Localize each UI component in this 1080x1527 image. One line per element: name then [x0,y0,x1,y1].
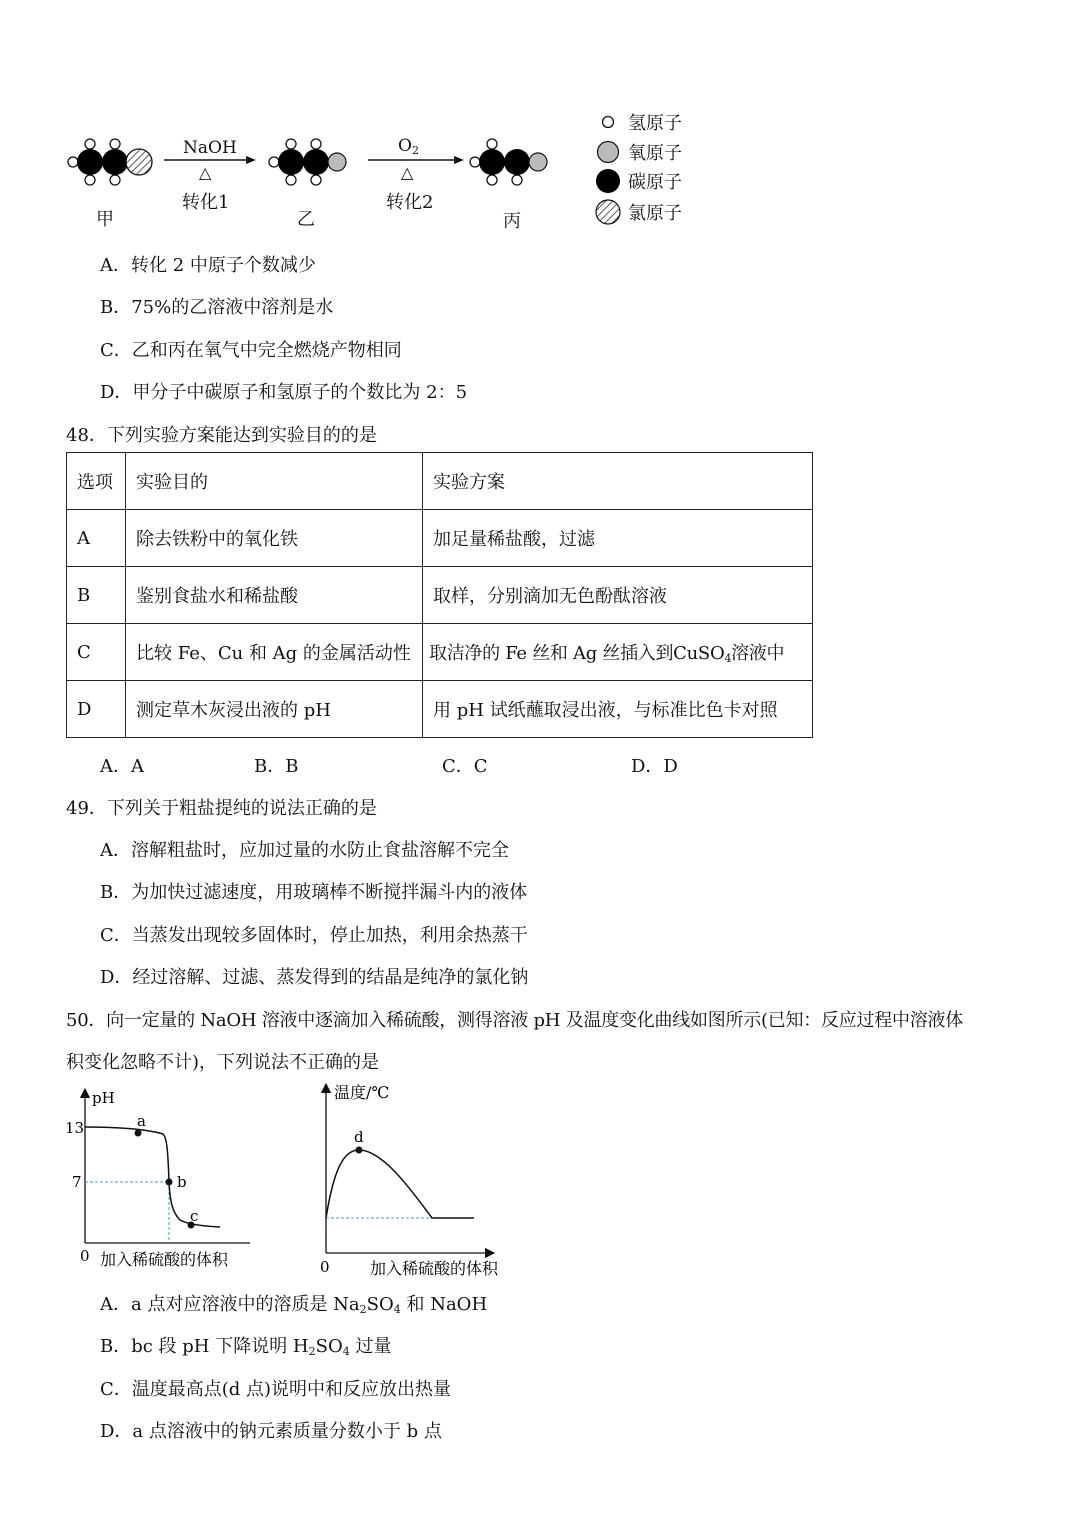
q47-option-a: A．转化 2 中原子个数减少 [100,255,316,276]
ph-tick-7: 7 [72,1173,82,1191]
q49-stem: 49．下列关于粗盐提纯的说法正确的是 [66,798,377,819]
table-header-row [67,453,813,510]
table-header-cell: 选项 [67,453,126,510]
point-d-label: d [354,1128,364,1146]
table-row [67,510,813,567]
q50-stem-line2: 积变化忽略不计)，下列说法不正确的是 [66,1052,380,1073]
table-cell: 取样，分别滴加无色酚酞溶液 [423,567,813,624]
legend-item: 氯原子 [593,199,682,225]
temperature-curve [326,1150,474,1218]
table-cell: C [67,624,126,681]
legend-item: 碳原子 [593,168,682,194]
q48-choice-c: C．C [442,756,488,777]
hydrogen-atom-icon [601,115,615,129]
q50-stem-line1: 50．向一定量的 NaOH 溶液中逐滴加入稀硫酸，测得溶液 pH 及温度变化曲线如图所示(已知：反应过程中溶液体 [66,1010,963,1031]
table-cell: 比较 Fe、Cu 和 Ag 的金属活动性 [126,624,423,681]
oxygen-atom-icon [595,139,621,165]
molecule-jia [68,139,152,185]
table-cell: 鉴别食盐水和稀盐酸 [126,567,423,624]
ph-y-label: pH [92,1089,115,1107]
label-bing: 丙 [503,211,521,232]
table-row [67,681,813,738]
q50-option-a: A．a 点对应溶液中的溶质是 $Na_2SO_4$ 和 NaOH [100,1294,488,1316]
point-d [356,1147,363,1154]
q48-table [66,452,813,738]
q47-option-d: D．甲分子中碳原子和氢原子的个数比为 2：5 [100,382,468,403]
q50-option-c: C．温度最高点(d 点)说明中和反应放出热量 [100,1379,452,1400]
q49-option-c: C．当蒸发出现较多固体时，停止加热，利用余热蒸干 [100,925,528,946]
ph-origin: 0 [80,1247,90,1265]
table-cell: 除去铁粉中的氧化铁 [126,510,423,567]
table-header-cell: 实验方案 [423,453,813,510]
carbon-atom-icon [595,168,621,194]
arrow2-heat-icon: △ [401,163,414,182]
q50-option-b: B．bc 段 pH 下降说明 $H_2SO_4$ 过量 [100,1336,392,1358]
arrow2-reagent: $O_2$ [398,136,419,157]
q49-option-b: B．为加快过滤速度，用玻璃棒不断搅拌漏斗内的液体 [100,882,528,903]
table-row [67,624,813,681]
ph-curve [85,1127,220,1227]
label-yi: 乙 [297,209,315,230]
ph-x-label: 加入稀硫酸的体积 [100,1250,229,1269]
point-c-label: c [190,1207,199,1225]
table-cell: A [67,510,126,567]
q48-choice-d: D．D [631,756,678,777]
table-row [67,567,813,624]
table-header-cell: 实验目的 [126,453,423,510]
q50-option-d: D．a 点溶液中的钠元素质量分数小于 b 点 [100,1421,442,1442]
temperature-chart [300,1078,530,1280]
point-b-label: b [177,1173,187,1191]
q48-choice-a: A．A [100,756,144,777]
legend-item: 氧原子 [593,139,682,165]
q49-option-a: A．溶解粗盐时，应加过量的水防止食盐溶解不完全 [100,840,509,861]
chlorine-atom-icon [594,198,622,226]
table-cell: 取洁净的 Fe 丝和 Ag 丝插入到CuSO$_4$溶液中 [423,624,813,681]
ph-chart [55,1083,265,1273]
arrow2-label: 转化2 [386,192,434,213]
temp-y-label: 温度/℃ [334,1083,390,1102]
point-b [166,1179,173,1186]
molecule-bing [470,139,547,185]
arrow1-label: 转化1 [182,192,230,213]
q48-stem: 48．下列实验方案能达到实验目的的是 [66,425,377,446]
table-cell: B [67,567,126,624]
arrow1-heat-icon: △ [199,163,212,182]
label-jia: 甲 [96,209,114,230]
q49-option-d: D．经过溶解、过滤、蒸发得到的结晶是纯净的氯化钠 [100,967,529,988]
temp-x-label: 加入稀硫酸的体积 [370,1259,499,1278]
q47-option-c: C．乙和丙在氧气中完全燃烧产物相同 [100,340,402,361]
table-cell: 测定草木灰浸出液的 pH [126,681,423,738]
table-cell: D [67,681,126,738]
point-a [135,1130,142,1137]
q48-choice-b: B．B [254,756,299,777]
ph-tick-13: 13 [65,1119,85,1137]
arrow1-reagent: NaOH [183,138,237,158]
table-cell: 加足量稀盐酸，过滤 [423,510,813,567]
table-cell: 用 pH 试纸蘸取浸出液，与标准比色卡对照 [423,681,813,738]
q47-option-b: B．75%的乙溶液中溶剂是水 [100,297,334,318]
point-a-label: a [137,1112,146,1130]
molecule-yi [269,139,346,185]
legend-item: 氢原子 [593,109,682,135]
temp-origin: 0 [320,1258,330,1276]
